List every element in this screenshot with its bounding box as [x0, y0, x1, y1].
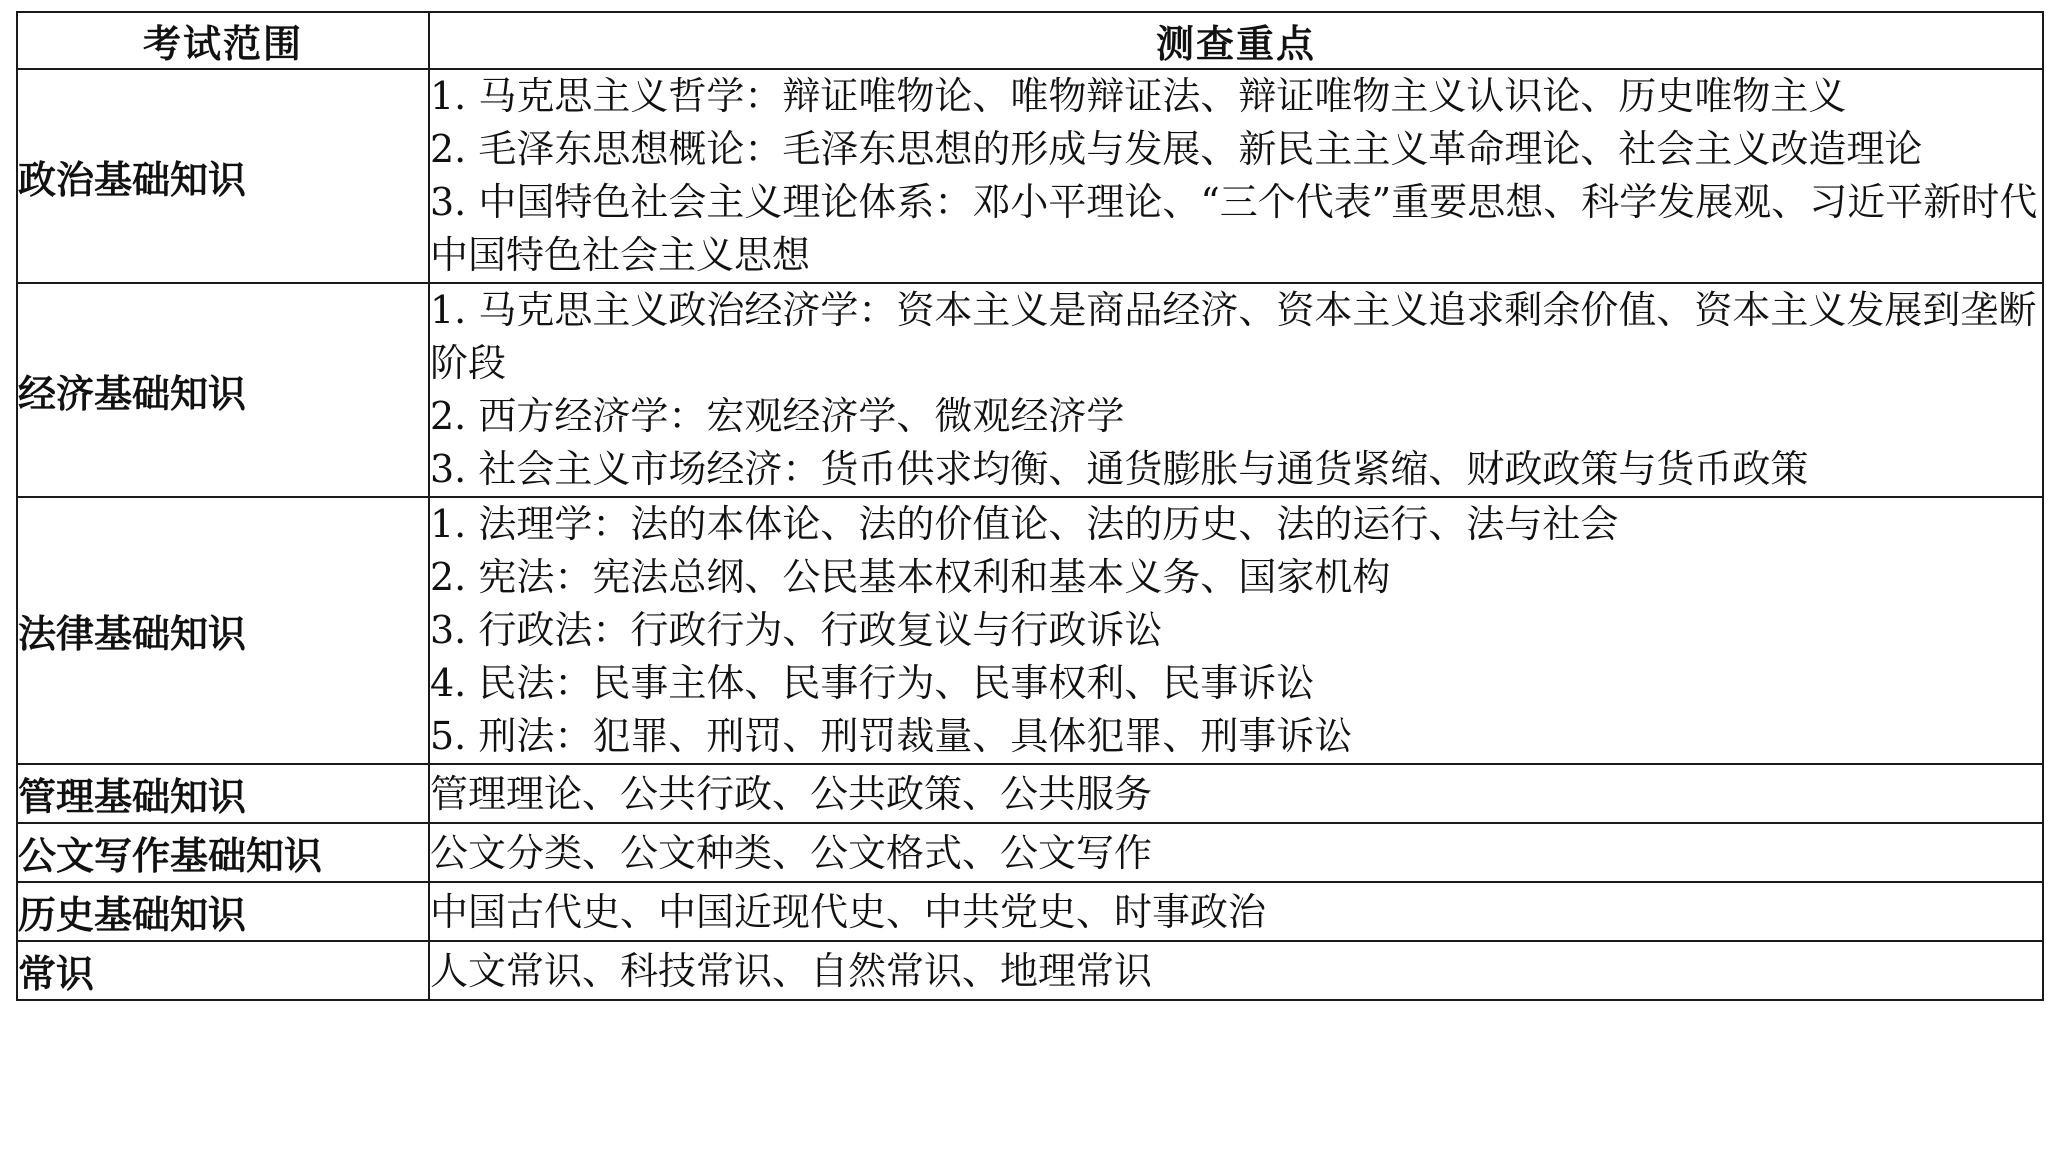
subject-law: 法律基础知识 [17, 497, 429, 764]
point-item: 3. 中国特色社会主义理论体系：邓小平理论、“三个代表”重要思想、科学发展观、习近平新时代中国特色社会主义思想 [430, 180, 2038, 277]
point-item: 1. 马克思主义哲学：辩证唯物论、唯物辩证法、辩证唯物主义认识论、历史唯物主义 [430, 74, 1847, 118]
point-item: 4. 民法：民事主体、民事行为、民事权利、民事诉讼 [430, 661, 1315, 705]
points-official-writing [429, 823, 2043, 882]
table-row [17, 764, 2043, 823]
subject-economics: 经济基础知识 [17, 283, 429, 497]
point-item: 人文常识、科技常识、自然常识、地理常识 [430, 948, 1153, 993]
table-row [17, 69, 2043, 283]
subject-history: 历史基础知识 [17, 882, 429, 941]
table-row [17, 941, 2043, 1000]
point-item: 3. 行政法：行政行为、行政复议与行政诉讼 [430, 608, 1163, 652]
point-item: 1. 法理学：法的本体论、法的价值论、法的历史、法的运行、法与社会 [430, 502, 1619, 546]
point-item: 5. 刑法：犯罪、刑罚、刑罚裁量、具体犯罪、刑事诉讼 [430, 714, 1353, 758]
subject-general-knowledge: 常识 [17, 941, 429, 1000]
point-item: 1. 马克思主义政治经济学：资本主义是商品经济、资本主义追求剩余价值、资本主义发展到垄断阶段 [430, 288, 2037, 385]
points-law [429, 497, 2043, 764]
table-row [17, 823, 2043, 882]
points-management [429, 764, 2043, 823]
point-item: 公文分类、公文种类、公文格式、公文写作 [430, 830, 1153, 875]
subject-politics: 政治基础知识 [17, 69, 429, 283]
table-row [17, 283, 2043, 497]
point-item: 中国古代史、中国近现代史、中共党史、时事政治 [430, 889, 1267, 934]
point-item: 3. 社会主义市场经济：货币供求均衡、通货膨胀与通货紧缩、财政政策与货币政策 [430, 447, 1809, 491]
header-scope: 考试范围 [17, 12, 429, 69]
point-item: 管理理论、公共行政、公共政策、公共服务 [430, 771, 1153, 816]
subject-management: 管理基础知识 [17, 764, 429, 823]
points-history [429, 882, 2043, 941]
header-focus: 测查重点 [429, 12, 2043, 69]
points-economics [429, 283, 2043, 497]
point-item: 2. 西方经济学：宏观经济学、微观经济学 [430, 394, 1125, 438]
syllabus-page [16, 11, 2042, 1001]
syllabus-table [16, 11, 2044, 1001]
header-row [17, 12, 2043, 69]
points-general-knowledge [429, 941, 2043, 1000]
points-politics [429, 69, 2043, 283]
point-item: 2. 宪法：宪法总纲、公民基本权利和基本义务、国家机构 [430, 555, 1391, 599]
table-row [17, 497, 2043, 764]
table-row [17, 882, 2043, 941]
subject-official-writing: 公文写作基础知识 [17, 823, 429, 882]
point-item: 2. 毛泽东思想概论：毛泽东思想的形成与发展、新民主主义革命理论、社会主义改造理论 [430, 127, 1923, 171]
